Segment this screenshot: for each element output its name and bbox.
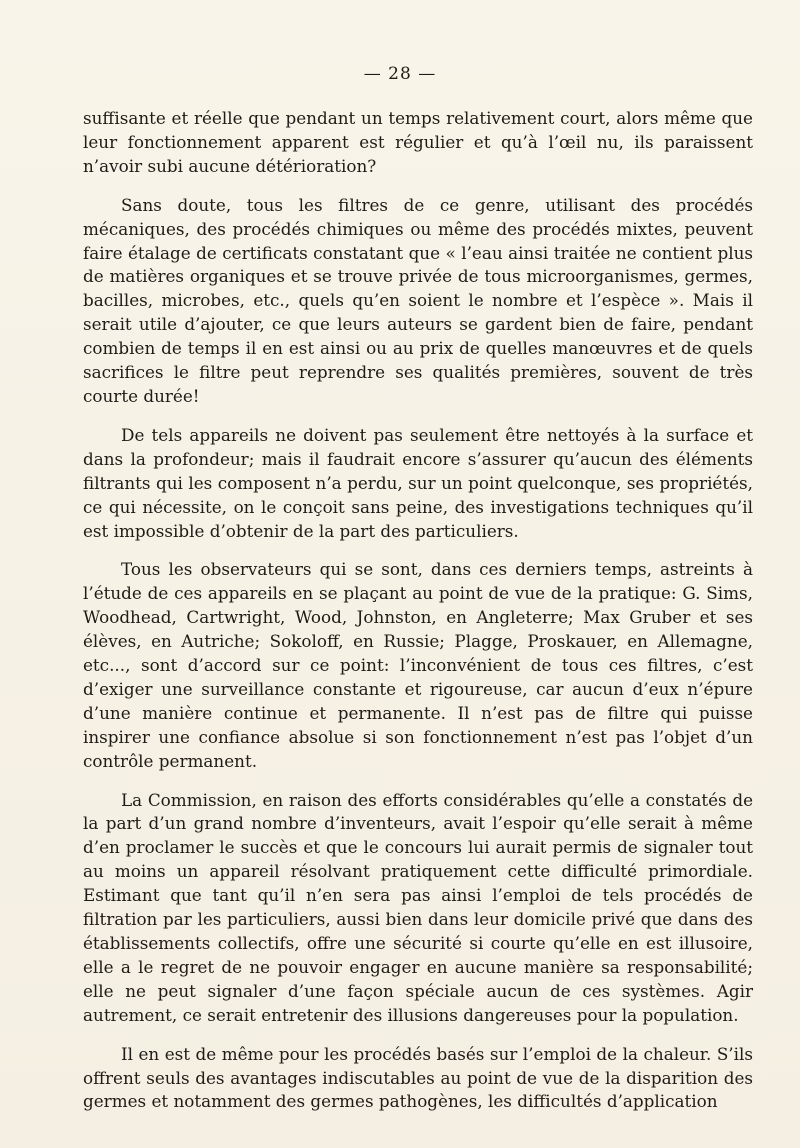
paragraph: Il en est de même pour les procédés basés sur l’emploi de la chaleur. S’ils offrent seuls des avantages indiscutables au point de vue de la disparition des germes et notamment des germes pathogènes, les difficultés d’application <box>83 1043 753 1112</box>
paragraph: De tels appareils ne doivent pas seulement être nettoyés à la surface et dans la profondeur; mais il faudrait encore s’assurer qu’aucun des éléments filtrants qui les composent n’a perdu, sur un point quelconque, ses propriétés, ce qui nécessite, on le conçoit sans peine, des investigations techniques qu’il est impossible d’obtenir de la part des particuliers. <box>83 424 753 541</box>
paragraph-continuation: suffisante et réelle que pendant un temps relativement court, alors même que leur fonctionnement apparent est régulier et qu’à l’œil nu, ils paraissent n’avoir subi aucune détérioration? <box>83 108 753 176</box>
paragraph: La Commission, en raison des efforts considérables qu’elle a constatés de la part d’un grand nombre d’inventeurs, avait l’espoir qu’elle serait à même d’en proclamer le succès et que le concours lui aurait permis de signaler tout au moins un appareil résolvant pratiquement cette difficulté primordiale. Estimant que tant qu’il n’en sera pas ainsi l’emploi de tels procédés de filtration par les particuliers, aussi bien dans leur domicile privé que dans des établissements collectifs, offre une sécurité si courte qu’elle en est illusoire, elle a le regret de ne pouvoir engager en aucune manière sa responsabilité; elle ne peut signaler d’une façon spéciale aucun de ces systèmes. Agir autrement, ce serait entretenir des illusions dangereuses pour la population. <box>83 789 753 1025</box>
paragraph: Tous les observateurs qui se sont, dans ces derniers temps, astreints à l’étude de ces appareils en se plaçant au point de vue de la pratique: G. Sims, Woodhead, Cartwright, Wood, Johnston, en Angleterre; Max Gruber et ses élèves, en Autriche; Sokoloff, en Russie; Plagge, Proskauer, en Allemagne, etc..., sont d’accord sur ce point: l’inconvénient de tous ces filtres, c’est d’exiger une surveillance constante et rigoureuse, car aucun d’eux n’épure d’une manière continue et permanente. Il n’est pas de filtre qui puisse inspirer une confiance absolue si son fonctionnement n’est pas l’objet d’un contrôle permanent. <box>83 559 753 771</box>
page-number: — 28 — <box>363 64 437 84</box>
paragraph: Sans doute, tous les filtres de ce genre, utilisant des procédés mécaniques, des procédés chimiques ou même des procédés mixtes, peuvent faire étalage de certificats constatant que « l’eau ainsi traitée ne contient plus de matières organiques et se trouve privée de tous microorganismes, germes, bacilles, microbes, etc., quels qu’en soient le nombre et l’espèce ». Mais il serait utile d’ajouter, ce que leurs auteurs se gardent bien de faire, pendant combien de temps il en est ainsi ou au prix de quelles manœuvres et de quels sacrifices le filtre peut reprendre ses qualités premières, souvent de très courte durée! <box>83 194 753 406</box>
body-text <box>83 107 753 1129</box>
